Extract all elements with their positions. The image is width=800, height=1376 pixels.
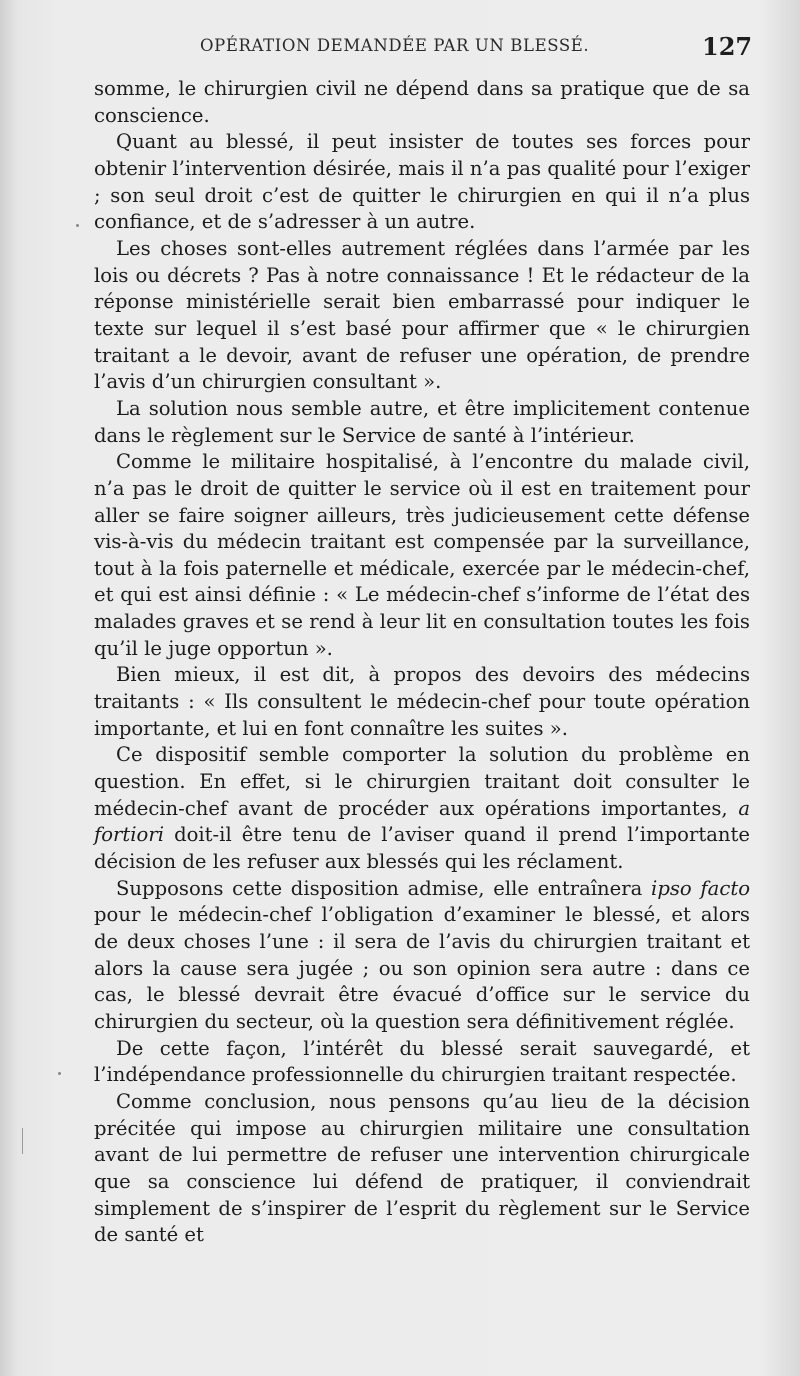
scan-mark — [22, 1128, 23, 1154]
running-title: OPÉRATION DEMANDÉE PAR UN BLESSÉ. — [200, 36, 590, 55]
paragraph: De cette façon, l’intérêt du blessé serait sauvegardé, et l’indépendance professionnelle du chirurgien traitant respectée. — [94, 1036, 750, 1087]
paragraph: somme, le chirurgien civil ne dépend dans sa pratique que de sa conscience. — [94, 77, 750, 127]
page-number: 127 — [702, 32, 753, 61]
scan-speck — [58, 1072, 61, 1075]
paragraph: La solution nous semble autre, et être implicitement contenue dans le règlement sur le Service de santé à l’intérieur. — [94, 396, 750, 447]
paragraph: Ce dispositif semble comporter la solution du problème en question. En effet, si le chirurgien traitant doit consulter le médecin-chef avant de procéder aux opérations importantes, a fortiori doit-il être tenu de l’aviser quand il prend l’importante décision de les refuser aux blessés qui les réclament. — [94, 743, 750, 874]
page-header — [0, 32, 800, 70]
paragraph: Bien mieux, il est dit, à propos des devoirs des médecins traitants : « Ils consultent le médecin-chef pour toute opération importante, et lui en font connaître les suites ». — [94, 663, 750, 740]
body-text — [94, 76, 750, 1249]
italic-phrase: a fortiori — [94, 796, 750, 847]
paragraph: Les choses sont-elles autrement réglées dans l’armée par les lois ou décrets ? Pas à notre connaissance ! Et le rédacteur de la réponse ministérielle serait bien embarrassé pour indiquer le texte sur lequel il s’est basé pour affirmer que « le chirurgien traitant a le devoir, avant de refuser une opération, de prendre l’avis d’un chirurgien consultant ». — [94, 236, 750, 394]
paragraph: Quant au blessé, il peut insister de toutes ses forces pour obtenir l’intervention désirée, mais il n’a pas qualité pour l’exiger ; son seul droit c’est de quitter le chirurgien en qui il n’a plus confiance, et de s’adresser à un autre. — [94, 130, 750, 234]
paragraph: Supposons cette disposition admise, elle entraînera ipso facto pour le médecin-chef l’obligation d’examiner le blessé, et alors de deux choses l’une : il sera de l’avis du chirurgien traitant et alors la cause sera jugée ; ou son opinion sera autre : dans ce cas, le blessé devrait être évacué d’office sur le service du chirurgien du secteur, où la question sera définitivement réglée. — [94, 876, 750, 1033]
paragraph: Comme le militaire hospitalisé, à l’encontre du malade civil, n’a pas le droit de quitter le service où il est en traitement pour aller se faire soigner ailleurs, très judicieusement cette défense vis-à-vis du médecin traitant est compensée par la surveillance, tout à la fois paternelle et médicale, exercée par le médecin-chef, et qui est ainsi définie : « Le médecin-chef s’informe de l’état des malades graves et se rend à leur lit en consultation toutes les fois qu’il le juge opportun ». — [94, 450, 750, 660]
paragraph: Comme conclusion, nous pensons qu’au lieu de la décision précitée qui impose au chirurgien militaire une consultation avant de lui permettre de refuser une intervention chirurgicale que sa conscience lui défend de pratiquer, il conviendrait simplement de s’inspirer de l’esprit du règlement sur le Service de santé et — [94, 1089, 750, 1247]
italic-phrase: ipso facto — [651, 876, 750, 900]
scan-speck — [76, 224, 79, 227]
